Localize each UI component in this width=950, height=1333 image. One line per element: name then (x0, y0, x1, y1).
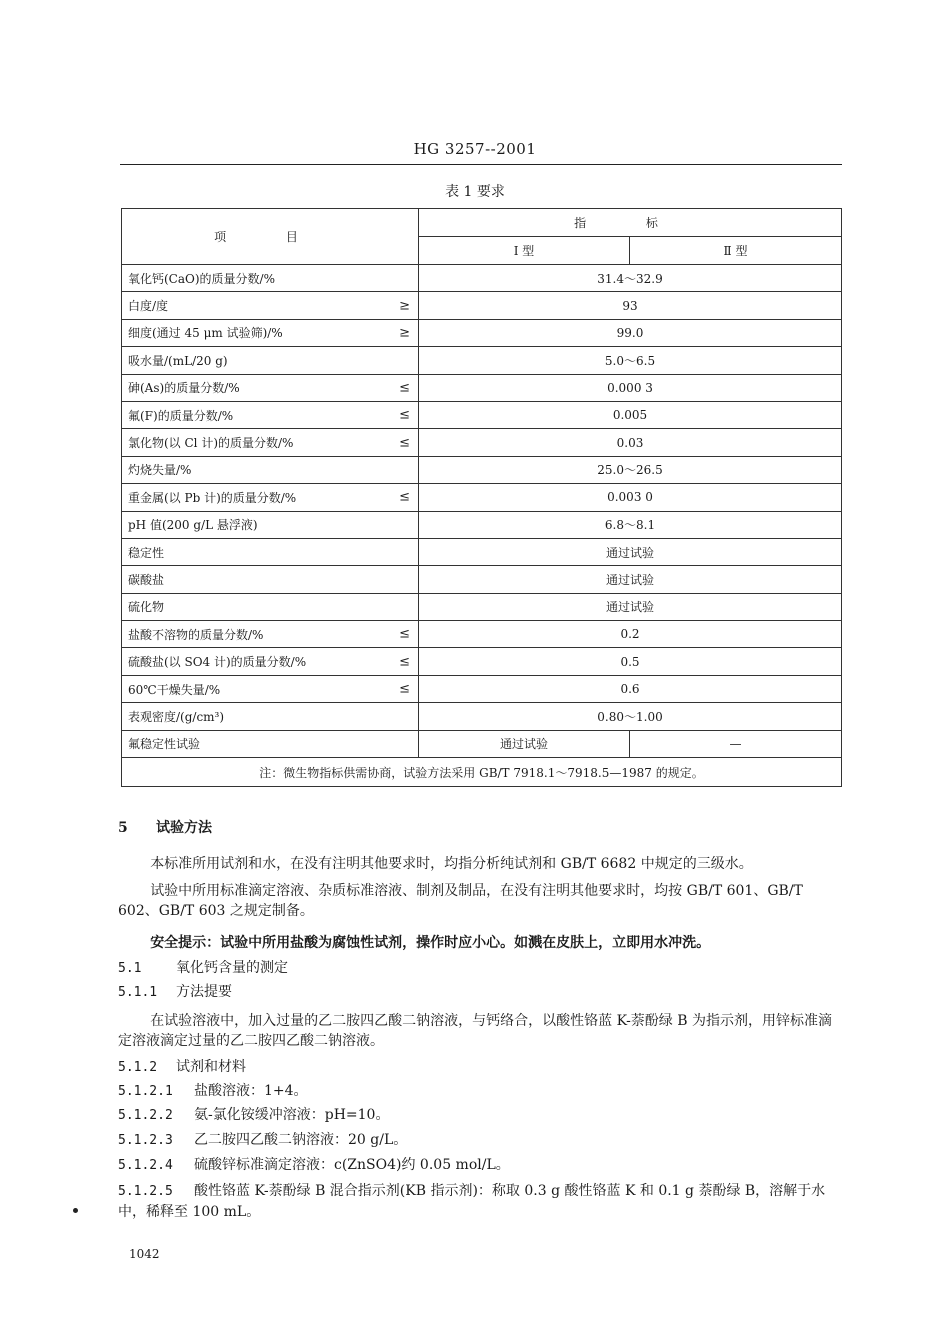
cell-item (122, 511, 419, 538)
table-row (122, 621, 842, 648)
page-number: 1042 (129, 1247, 160, 1261)
table-title: 表 1 要求 (445, 184, 505, 200)
header-divider (120, 164, 842, 165)
cell-item (122, 319, 419, 346)
table-row (122, 319, 842, 346)
cell-item (122, 703, 419, 730)
cell-value: 0.5 (419, 648, 842, 675)
section-5-heading: 5 试验方法 (118, 820, 212, 836)
column-header-item: 项 目 (122, 209, 419, 265)
item-label: 硫化物 (128, 600, 165, 615)
cell-item (122, 593, 419, 620)
table-row (122, 429, 842, 456)
limit-symbol: ≤ (399, 407, 410, 423)
cell-item (122, 265, 419, 292)
item-label: 碳酸盐 (128, 572, 165, 587)
cell-item (122, 675, 419, 702)
cell-item (122, 648, 419, 675)
item-label: 硫酸盐(以 SO4 计)的质量分数/% (128, 655, 307, 670)
cell-value: 通过试验 (419, 538, 842, 565)
section-5-1-1-text: 在试验溶液中，加入过量的乙二胺四乙酸二钠溶液，与钙络合，以酸性铬蓝 K-萘酚绿 B 为指示剂，用锌标准滴定溶液滴定过量的乙二胺四乙酸二钠溶液。 (118, 1013, 832, 1049)
table-row (122, 292, 842, 319)
cell-item (122, 401, 419, 428)
table-row (122, 593, 842, 620)
table-row (122, 347, 842, 374)
limit-symbol: ≤ (399, 654, 410, 670)
cell-value: 31.4～32.9 (419, 265, 842, 292)
item-label: 60℃干燥失量/% (128, 682, 221, 697)
table-row (122, 648, 842, 675)
limit-symbol: ≤ (399, 489, 410, 505)
item-label: 表观密度/(g/cm³) (128, 709, 225, 724)
item-label: 盐酸不溶物的质量分数/% (128, 627, 264, 642)
list-item-5-1-2-1: 5.1.2.1 盐酸溶液：1+4。 (118, 1083, 308, 1099)
cell-item (122, 621, 419, 648)
section-5-para1: 本标准所用试剂和水，在没有注明其他要求时，均指分析纯试剂和 GB/T 6682 中规定的三级水。 (150, 856, 753, 872)
item-label: 细度(通过 45 μm 试验筛)/% (128, 326, 283, 341)
cell-value: 93 (419, 292, 842, 319)
requirements-table (121, 208, 842, 787)
cell-value-type2: — (630, 730, 842, 757)
table-note-row (122, 758, 842, 787)
safety-note: 安全提示：试验中所用盐酸为腐蚀性试剂，操作时应小心。如溅在皮肤上，立即用水冲洗。 (150, 935, 711, 951)
limit-symbol: ≤ (399, 380, 410, 396)
item-label: 吸水量/(mL/20 g) (128, 353, 228, 368)
table-row (122, 456, 842, 483)
table-row (122, 265, 842, 292)
cell-value: 0.03 (419, 429, 842, 456)
section-5-para2: 试验中所用标准滴定溶液、杂质标准溶液、制剂及制品，在没有注明其他要求时，均按 GB/T 601、GB/T 602、GB/T 603 之规定制备。 (118, 883, 803, 919)
item-label: 氟(F)的质量分数/% (128, 408, 234, 423)
cell-item (122, 347, 419, 374)
cell-value: 0.80～1.00 (419, 703, 842, 730)
section-5-1-2-heading: 5.1.2 试剂和材料 (118, 1059, 246, 1075)
cell-item (122, 429, 419, 456)
cell-value: 通过试验 (419, 593, 842, 620)
limit-symbol: ≤ (399, 681, 410, 697)
table-row (122, 703, 842, 730)
limit-symbol: ≤ (399, 626, 410, 642)
page-header: HG 3257--2001 (413, 140, 537, 158)
list-item-5-1-2-2: 5.1.2.2 氨-氯化铵缓冲溶液：pH=10。 (118, 1107, 390, 1123)
cell-value: 25.0～26.5 (419, 456, 842, 483)
cell-item: 氟稳定性试验 (122, 730, 419, 757)
item-label: pH 值(200 g/L 悬浮液) (128, 518, 258, 533)
cell-value: 99.0 (419, 319, 842, 346)
list-item-5-1-2-4: 5.1.2.4 硫酸锌标准滴定溶液：c(ZnSO4)约 0.05 mol/L。 (118, 1157, 510, 1173)
cell-item (122, 538, 419, 565)
column-header-index: 指 标 (419, 209, 842, 237)
table-row (122, 511, 842, 538)
cell-value: 0.005 (419, 401, 842, 428)
column-header-type2: Ⅱ 型 (630, 237, 842, 265)
list-item-5-1-2-3: 5.1.2.3 乙二胺四乙酸二钠溶液：20 g/L。 (118, 1132, 408, 1148)
table-row (122, 538, 842, 565)
list-item-5-1-2-5: 5.1.2.5 酸性铬蓝 K-萘酚绿 B 混合指示剂(KB 指示剂)：称取 0.3 g 酸性铬蓝 K 和 0.1 g 萘酚绿 B，溶解于水中，稀释至 100 mL。 (118, 1183, 826, 1220)
cell-value: 通过试验 (419, 566, 842, 593)
cell-item (122, 566, 419, 593)
limit-symbol: ≤ (399, 435, 410, 451)
section-5-1-1-heading: 5.1.1 方法提要 (118, 984, 232, 1000)
table-row (122, 566, 842, 593)
table-row (122, 374, 842, 401)
cell-item (122, 456, 419, 483)
item-label: 稳定性 (128, 545, 165, 560)
table-row (122, 730, 842, 757)
limit-symbol: ≥ (399, 325, 410, 341)
item-label: 灼烧失量/% (128, 463, 192, 478)
table-row (122, 484, 842, 511)
cell-value: 5.0～6.5 (419, 347, 842, 374)
cell-value: 0.003 0 (419, 484, 842, 511)
column-header-type1: Ⅰ 型 (419, 237, 630, 265)
table-row (122, 675, 842, 702)
item-label: 砷(As)的质量分数/% (128, 381, 240, 396)
item-label: 氯化物(以 Cl 计)的质量分数/% (128, 436, 294, 451)
cell-item (122, 374, 419, 401)
item-label: 重金属(以 Pb 计)的质量分数/% (128, 490, 297, 505)
cell-item (122, 484, 419, 511)
limit-symbol: ≥ (399, 298, 410, 314)
cell-value: 0.2 (419, 621, 842, 648)
cell-value: 0.6 (419, 675, 842, 702)
table-note: 注：微生物指标供需协商，试验方法采用 GB/T 7918.1～7918.5—1987 的规定。 (122, 758, 842, 787)
margin-dot-mark (73, 1208, 78, 1213)
table-row (122, 401, 842, 428)
cell-value-type1: 通过试验 (419, 730, 630, 757)
cell-value: 6.8～8.1 (419, 511, 842, 538)
item-label: 氧化钙(CaO)的质量分数/% (128, 271, 275, 286)
cell-value: 0.000 3 (419, 374, 842, 401)
cell-item (122, 292, 419, 319)
item-label: 白度/度 (128, 299, 169, 314)
table-header-row (122, 209, 842, 237)
section-5-1-heading: 5.1 氧化钙含量的测定 (118, 960, 288, 976)
